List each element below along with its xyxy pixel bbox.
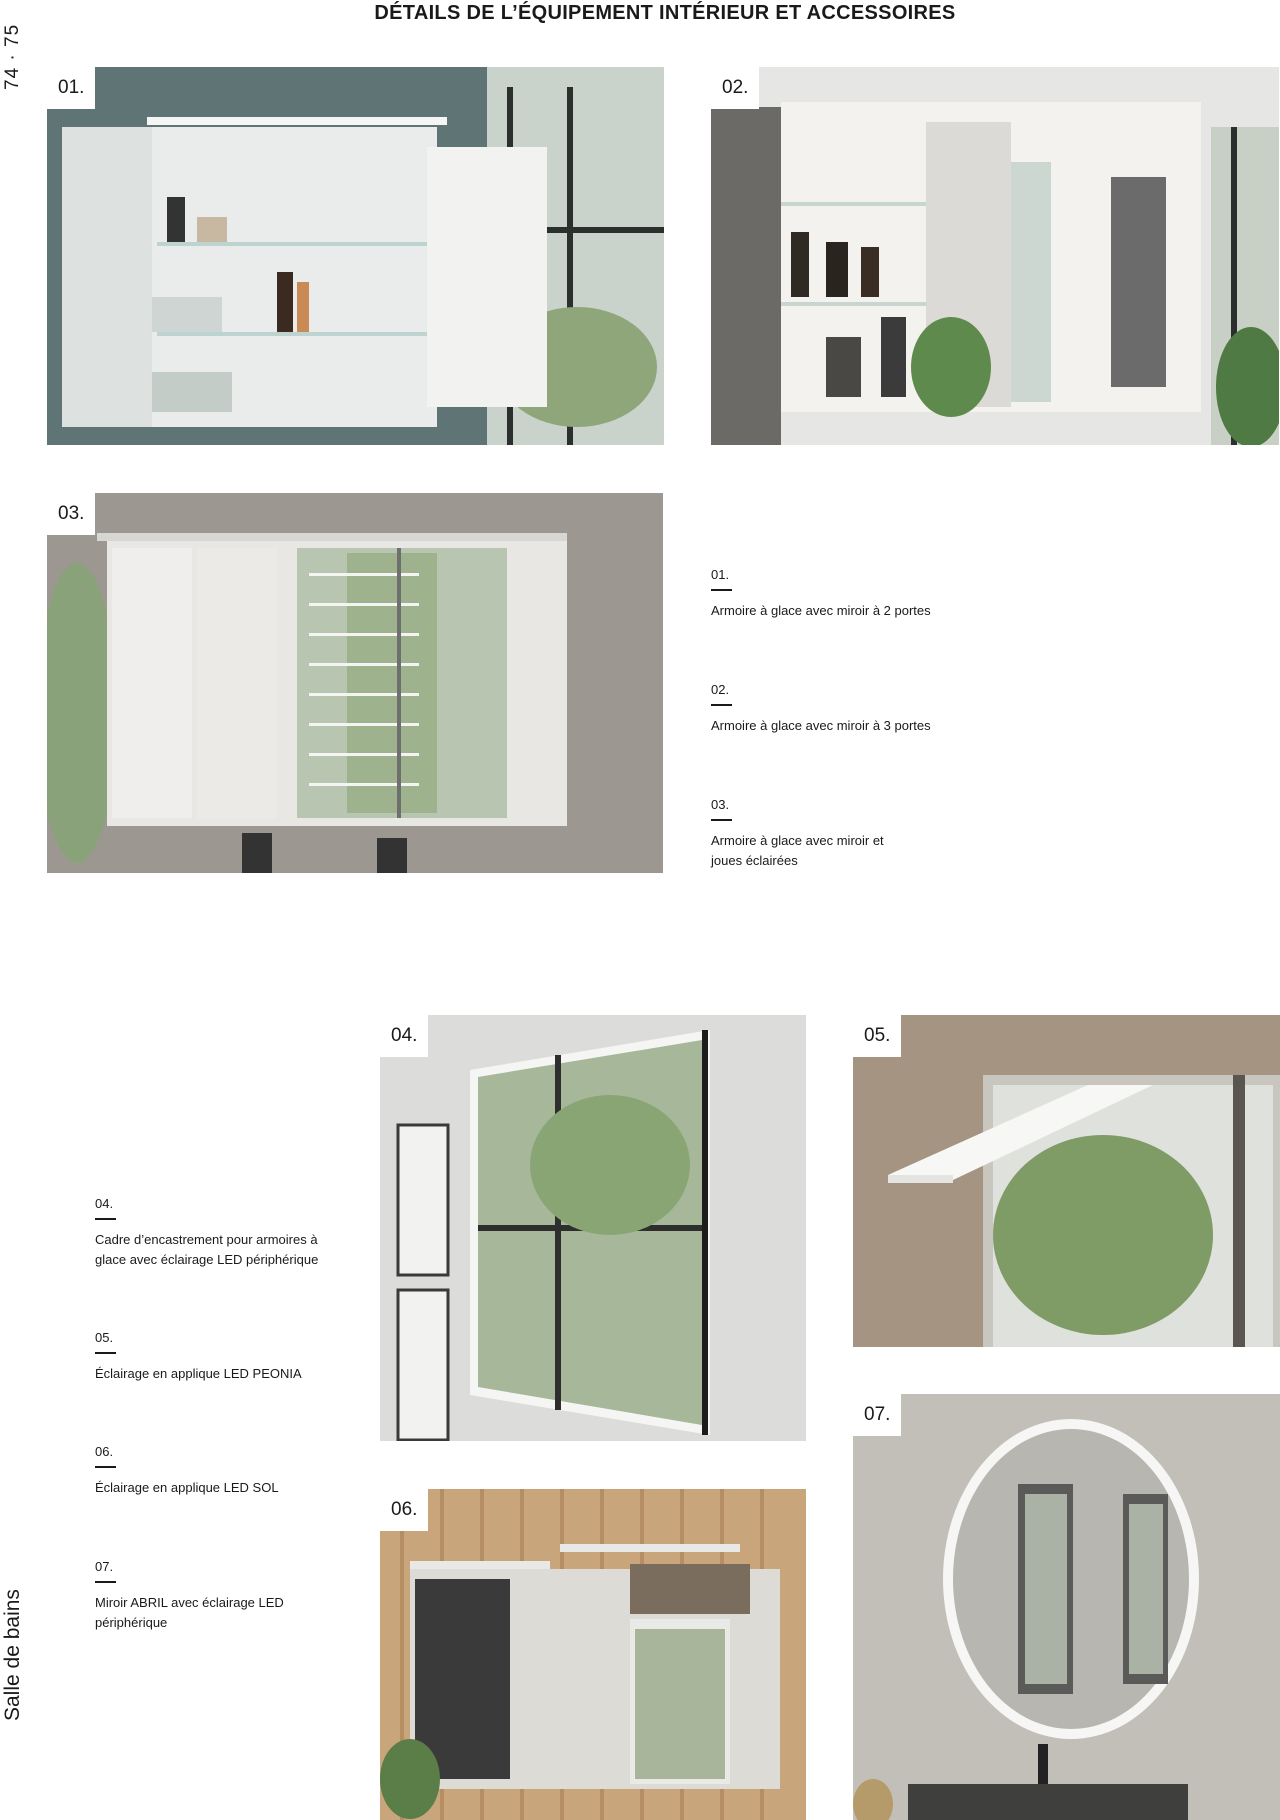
caption-03: [711, 795, 911, 871]
page-number: 74 · 75: [2, 23, 23, 91]
photo-02: [711, 67, 1279, 445]
photo-02-badge: 02.: [711, 67, 759, 109]
photo-05: [853, 1015, 1280, 1347]
caption-01: [711, 565, 961, 621]
photo-07-badge: 07.: [853, 1394, 901, 1436]
caption-03-number: 03.: [711, 797, 730, 812]
photo-05-badge: 05.: [853, 1015, 901, 1057]
caption-02-divider: [711, 704, 732, 706]
caption-06: [95, 1442, 345, 1498]
caption-05-number: 05.: [95, 1330, 114, 1345]
photo-04-image: [380, 1015, 806, 1441]
caption-04-text: Cadre d’encastrement pour armoires à glace avec éclairage LED périphérique: [95, 1232, 319, 1267]
photo-01-image: [47, 67, 664, 445]
photo-06-image: [380, 1489, 806, 1820]
photo-04: [380, 1015, 806, 1441]
caption-04-divider: [95, 1218, 116, 1220]
caption-06-divider: [95, 1466, 116, 1468]
caption-06-number: 06.: [95, 1444, 114, 1459]
caption-04: [95, 1194, 340, 1270]
caption-07-divider: [95, 1581, 116, 1583]
caption-01-number: 01.: [711, 567, 730, 582]
photo-03-badge: 03.: [47, 493, 95, 535]
photo-07-image: [853, 1394, 1280, 1820]
caption-02-number: 02.: [711, 682, 730, 697]
caption-02: [711, 680, 961, 736]
photo-07: [853, 1394, 1280, 1820]
caption-04-number: 04.: [95, 1196, 114, 1211]
caption-05-divider: [95, 1352, 116, 1354]
photo-02-image: [711, 67, 1279, 445]
page-title: DÉTAILS DE L’ÉQUIPEMENT INTÉRIEUR ET ACCESSOIRES: [374, 2, 956, 24]
photo-04-badge: 04.: [380, 1015, 428, 1057]
photo-06-badge: 06.: [380, 1489, 428, 1531]
caption-07-text: Miroir ABRIL avec éclairage LED périphérique: [95, 1595, 284, 1630]
photo-01: [47, 67, 664, 445]
caption-03-divider: [711, 819, 732, 821]
section-label: Salle de bains: [1, 1589, 24, 1721]
photo-03: [47, 493, 663, 873]
caption-07: [95, 1557, 295, 1633]
caption-02-text: Armoire à glace avec miroir à 3 portes: [711, 718, 931, 733]
caption-05-text: Éclairage en applique LED PEONIA: [95, 1366, 302, 1381]
photo-05-image: [853, 1015, 1280, 1347]
caption-05: [95, 1328, 345, 1384]
caption-07-number: 07.: [95, 1559, 114, 1574]
caption-01-divider: [711, 589, 732, 591]
caption-01-text: Armoire à glace avec miroir à 2 portes: [711, 603, 931, 618]
photo-06: [380, 1489, 806, 1820]
caption-06-text: Éclairage en applique LED SOL: [95, 1480, 279, 1495]
photo-01-badge: 01.: [47, 67, 95, 109]
photo-03-image: [47, 493, 663, 873]
caption-03-text: Armoire à glace avec miroir et joues éclairées: [711, 833, 884, 868]
